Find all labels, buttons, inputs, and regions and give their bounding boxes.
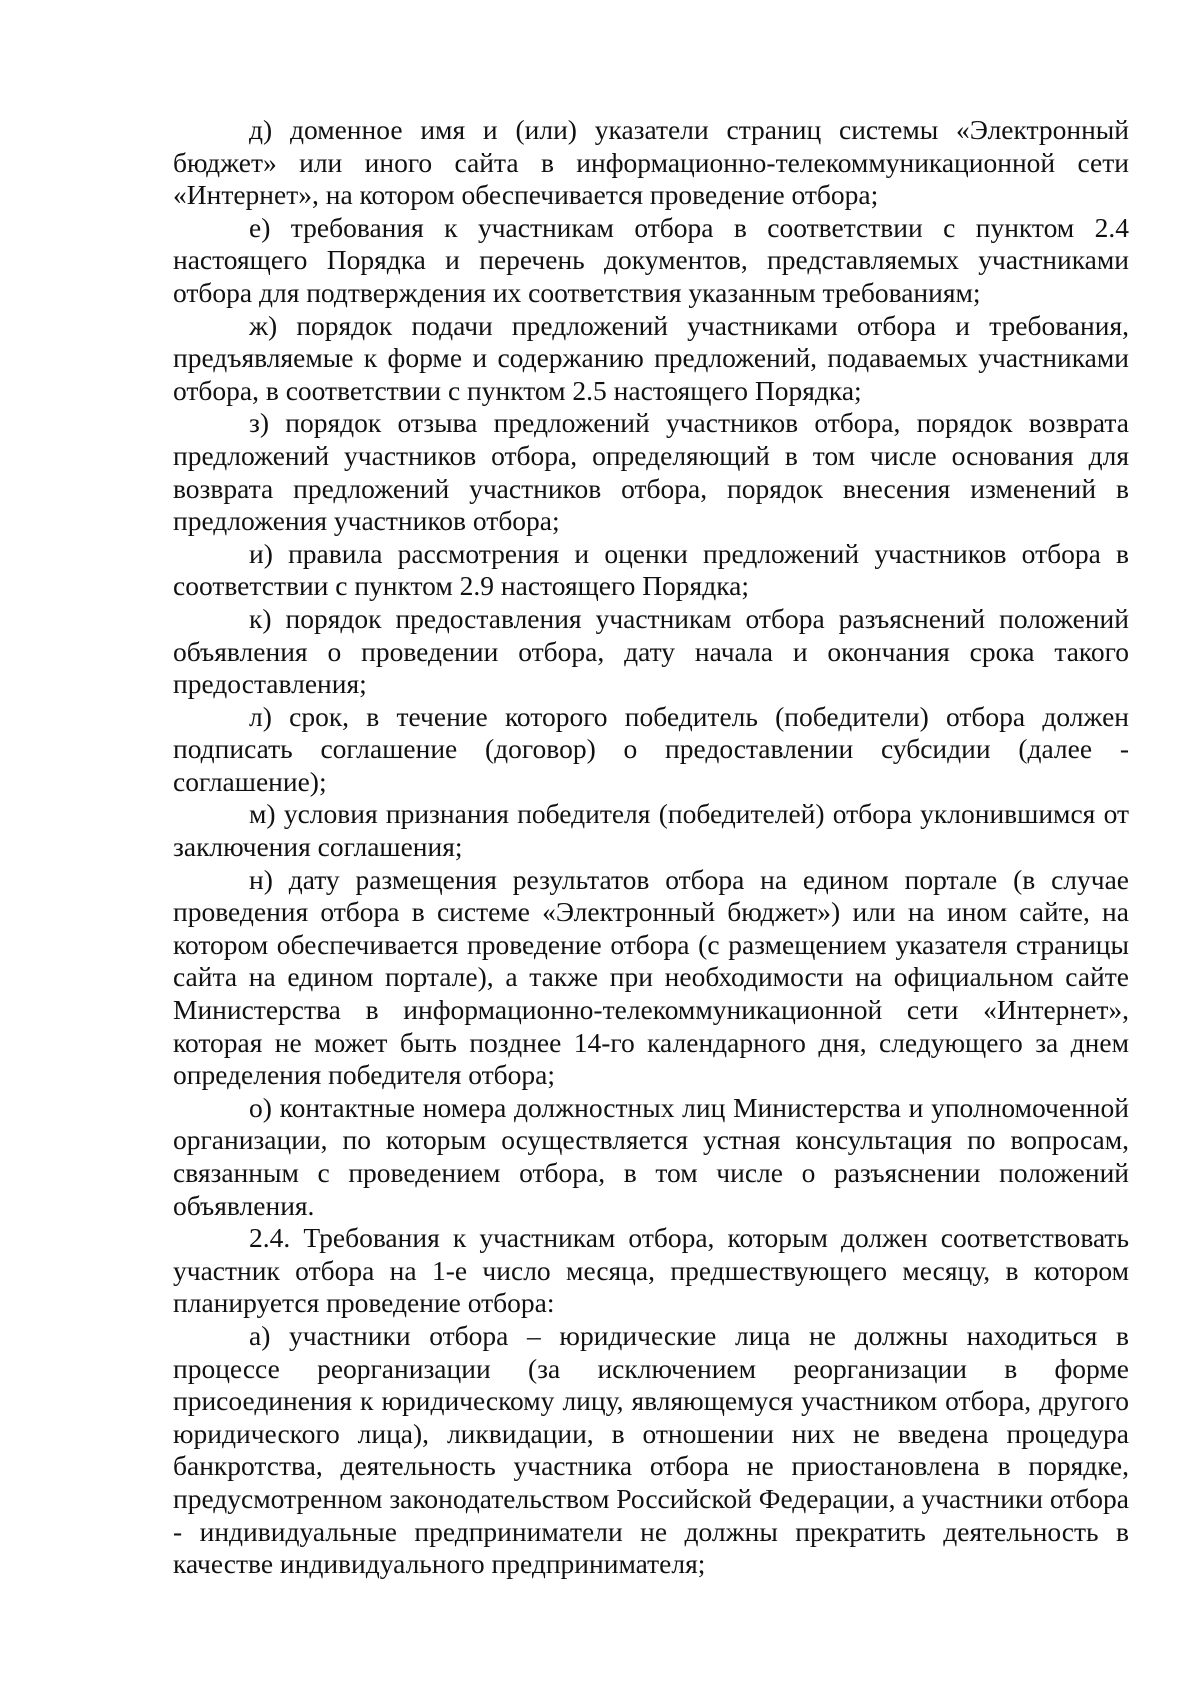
paragraph-a: а) участники отбора – юридические лица не должны находиться в процессе реорганизации (за исключением реорганизации в форме присоединения к юридическому лицу, являющемуся участником отбора, другого юридического лица), ликвидации, в отношении них не введена процедура банкротства, деятельность участника отбора не приостановлена в порядке, предусмотренном законодательством Российской Федерации, а участники отбора - индивидуальные предприниматели не должны прекратить деятельность в качестве индивидуального предпринимателя; xyxy=(173,1319,1129,1580)
paragraph-m: м) условия признания победителя (победителей) отбора уклонившимся от заключения соглашения; xyxy=(173,798,1129,863)
paragraph-i: и) правила рассмотрения и оценки предложений участников отбора в соответствии с пунктом 2.9 настоящего Порядка; xyxy=(173,537,1129,602)
paragraph-d: д) доменное имя и (или) указатели страниц системы «Электронный бюджет» или иного сайта в информационно-телекоммуникационной сети «Интернет», на котором обеспечивается проведение отбора; xyxy=(173,114,1129,211)
paragraph-zh: ж) порядок подачи предложений участниками отбора и требования, предъявляемые к форме и содержанию предложений, подаваемых участниками отбора, в соответствии с пунктом 2.5 настоящего Порядка; xyxy=(173,309,1129,406)
paragraph-l: л) срок, в течение которого победитель (победители) отбора должен подписать соглашение (договор) о предоставлении субсидии (далее - соглашение); xyxy=(173,700,1129,797)
paragraph-k: к) порядок предоставления участникам отбора разъяснений положений объявления о проведении отбора, дату начала и окончания срока такого предоставления; xyxy=(173,602,1129,700)
section-2-4-heading-paragraph: 2.4. Требования к участникам отбора, которым должен соответствовать участник отбора на 1-е число месяца, предшествующего месяцу, в котором планируется проведение отбора: xyxy=(173,1222,1129,1319)
paragraph-z: з) порядок отзыва предложений участников отбора, порядок возврата предложений участников отбора, определяющий в том числе основания для возврата предложений участников отбора, порядок внесения изменений в предложения участников отбора; xyxy=(173,407,1129,537)
document-page xyxy=(173,114,1129,1581)
paragraph-e: е) требования к участникам отбора в соответствии с пунктом 2.4 настоящего Порядка и перечень документов, представляемых участниками отбора для подтверждения их соответствия указанным требованиям; xyxy=(173,211,1129,308)
paragraph-o: о) контактные номера должностных лиц Министерства и уполномоченной организации, по которым осуществляется устная консультация по вопросам, связанным с проведением отбора, в том числе о разъяснении положений объявления. xyxy=(173,1091,1129,1221)
paragraph-n: н) дату размещения результатов отбора на едином портале (в случае проведения отбора в системе «Электронный бюджет») или на ином сайте, на котором обеспечивается проведение отбора (с размещением указателя страницы сайта на едином портале), а также при необходимости на официальном сайте Министерства в информационно-телекоммуникационной сети «Интернет», которая не может быть позднее 14-го календарного дня, следующего за днем определения победителя отбора; xyxy=(173,863,1129,1091)
